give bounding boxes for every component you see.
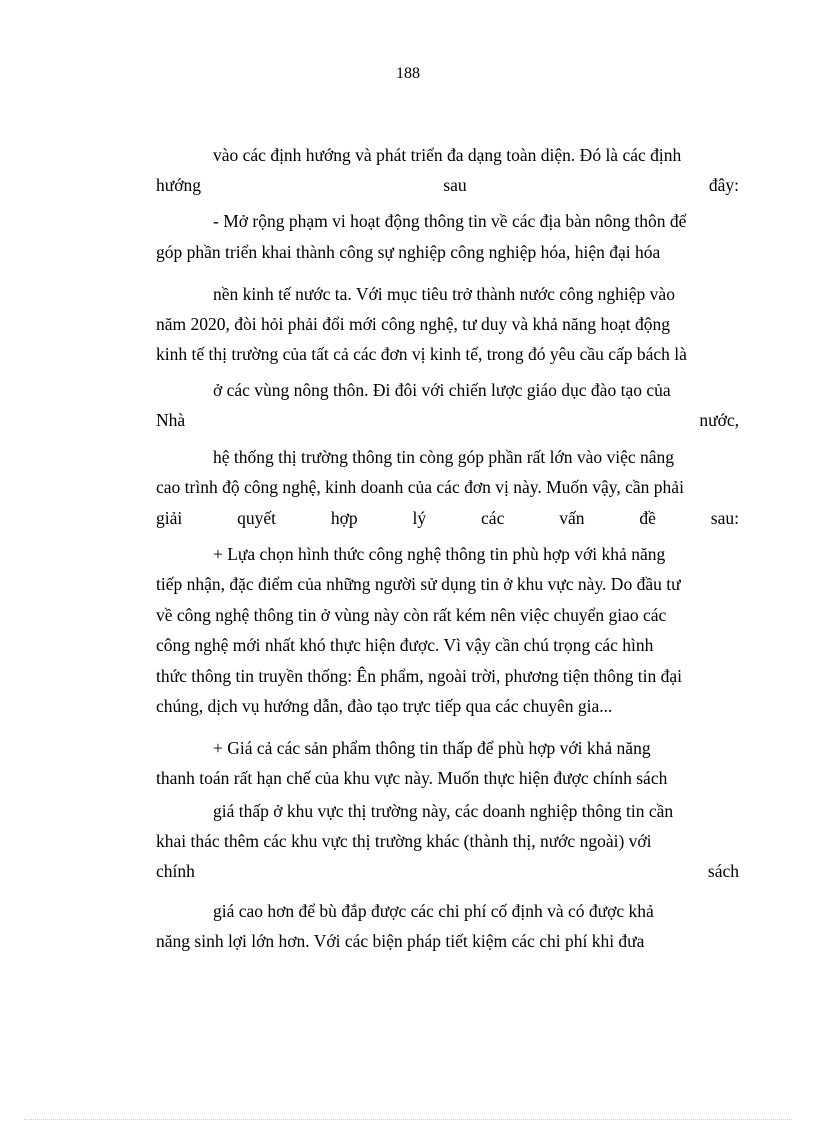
text-line: năng sinh lợi lớn hơn. Với các biện pháp tiết kiệm các chi phí khi đưa: [156, 931, 645, 951]
word: nước,: [699, 410, 739, 430]
text-line: + Giá cả các sản phẩm thông tin thấp để phù hợp với khả năng: [213, 738, 651, 758]
text-line: thức thông tin truyền thống: Ên phẩm, ngoài trời, phương tiện thông tin đại: [156, 666, 682, 686]
text-line-justified: [156, 173, 739, 197]
word: hợp: [330, 508, 358, 528]
text-line: giá cao hơn để bù đắp được các chi phí cố định và có được khả: [213, 901, 654, 921]
word: quyết: [237, 508, 277, 528]
text-line-justified: [156, 859, 739, 883]
text-line: năm 2020, đòi hỏi phải đổi mới công nghệ, tư duy và khả năng hoạt động: [156, 314, 671, 334]
text-line: công nghệ mới nhất khó thực hiện được. Vì vậy cần chú trọng các hình: [156, 635, 654, 655]
page-number: 188: [396, 65, 420, 82]
word: giải: [156, 508, 183, 528]
word: Nhà: [156, 410, 186, 430]
text-line: cao trình độ công nghệ, kinh doanh của các đơn vị này. Muốn vậy, cần phải: [156, 477, 684, 497]
word: đây:: [708, 175, 739, 195]
text-line: tiếp nhận, đặc điểm của những người sử dụng tin ở khu vực này. Do đầu tư: [156, 574, 681, 594]
text-line: thanh toán rất hạn chế của khu vực này. Muốn thực hiện được chính sách: [156, 768, 668, 788]
page-bottom-divider: [24, 1119, 792, 1120]
text-line: kinh tế thị trường của tất cả các đơn vị kinh tế, trong đó yêu cầu cấp bách là: [156, 344, 687, 364]
text-line: + Lựa chọn hình thức công nghệ thông tin phù hợp với khả năng: [213, 544, 666, 564]
word: sách: [707, 861, 739, 881]
text-line: hệ thống thị trường thông tin còng góp phần rất lớn vào việc nâng: [213, 447, 675, 467]
word: chính: [156, 861, 195, 881]
word: sau:: [710, 508, 739, 528]
text-line-justified: [156, 408, 739, 432]
text-line: chúng, dịch vụ hướng dẫn, đào tạo trực tiếp qua các chuyên gia...: [156, 696, 613, 716]
text-line: về công nghệ thông tin ở vùng này còn rất kém nên việc chuyển giao các: [156, 605, 667, 625]
text-line: góp phần triển khai thành công sự nghiệp công nghiệp hóa, hiện đại hóa: [156, 242, 661, 262]
word: hướng: [156, 175, 201, 195]
word: vấn: [559, 508, 585, 528]
text-line: khai thác thêm các khu vực thị trường khác (thành thị, nước ngoài) với: [156, 831, 652, 851]
text-line-justified: [156, 506, 739, 530]
word: lý: [412, 508, 427, 528]
text-line: giá thấp ở khu vực thị trường này, các doanh nghiệp thông tin cần: [213, 801, 674, 821]
text-line: - Mở rộng phạm vi hoạt động thông tin về các địa bàn nông thôn để: [213, 211, 687, 231]
word: các: [481, 508, 505, 528]
text-line: nền kinh tế nước ta. Với mục tiêu trở thành nước công nghiệp vào: [213, 284, 675, 304]
word: đề: [639, 508, 656, 528]
text-line: ở các vùng nông thôn. Đi đôi với chiến lược giáo dục đào tạo của: [213, 380, 671, 400]
word: sau: [443, 175, 467, 195]
text-line: vào các định hướng và phát triển đa dạng toàn diện. Đó là các định: [213, 145, 682, 165]
